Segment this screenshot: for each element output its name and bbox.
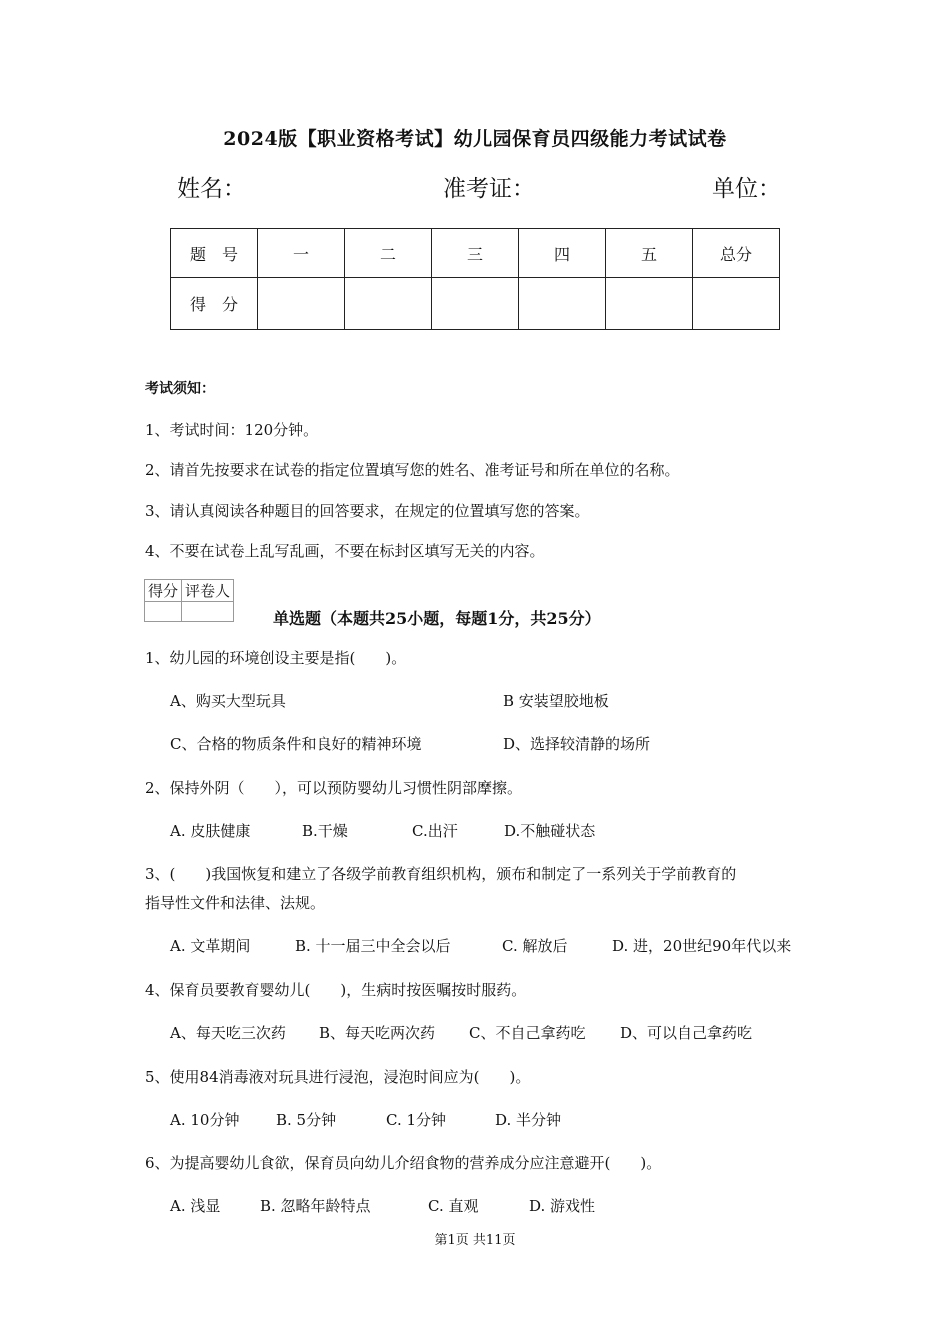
option-b[interactable]: B. 十一届三中全会以后 bbox=[295, 937, 451, 955]
score-row-label: 得 分 bbox=[171, 278, 258, 330]
option-c[interactable]: C. 解放后 bbox=[502, 937, 568, 955]
option-d[interactable]: D. 半分钟 bbox=[495, 1111, 562, 1129]
option-a[interactable]: A. 皮肤健康 bbox=[170, 822, 251, 840]
page-title: 2024版【职业资格考试】幼儿园保育员四级能力考试试卷 bbox=[223, 128, 727, 150]
option-b[interactable]: B. 5分钟 bbox=[276, 1111, 337, 1129]
option-a[interactable]: A. 浅显 bbox=[170, 1197, 221, 1215]
option-a[interactable]: A. 10分钟 bbox=[170, 1111, 240, 1129]
option-b[interactable]: B 安装望胶地板 bbox=[503, 692, 609, 710]
score-table-score-row bbox=[171, 278, 780, 330]
score-cell[interactable] bbox=[606, 278, 693, 330]
option-a[interactable]: A、每天吃三次药 bbox=[170, 1024, 286, 1042]
grader-reviewer-label: 评卷人 bbox=[182, 580, 234, 602]
score-cell[interactable] bbox=[258, 278, 345, 330]
option-a[interactable]: A、购买大型玩具 bbox=[170, 692, 286, 710]
grader-box bbox=[144, 579, 234, 622]
option-d[interactable]: D. 游戏性 bbox=[529, 1197, 596, 1215]
notice-item: 3、请认真阅读各种题目的回答要求，在规定的位置填写您的答案。 bbox=[145, 502, 590, 520]
section-title: 单选题（本题共25小题，每题1分，共25分） bbox=[273, 609, 601, 628]
score-header-cell: 总分 bbox=[693, 229, 780, 278]
grader-score-cell[interactable] bbox=[145, 602, 182, 622]
score-table-header-row bbox=[171, 229, 780, 278]
option-b[interactable]: B、每天吃两次药 bbox=[319, 1024, 436, 1042]
notice-heading: 考试须知： bbox=[145, 381, 215, 397]
score-header-cell: 一 bbox=[258, 229, 345, 278]
option-c[interactable]: C. 直观 bbox=[428, 1197, 479, 1215]
score-cell[interactable] bbox=[519, 278, 606, 330]
notice-item: 4、不要在试卷上乱写乱画，不要在标封区填写无关的内容。 bbox=[145, 542, 545, 560]
option-a[interactable]: A. 文革期间 bbox=[170, 937, 251, 955]
option-b[interactable]: B. 忽略年龄特点 bbox=[260, 1197, 371, 1215]
question-stem-continued: 指导性文件和法律、法规。 bbox=[145, 894, 326, 912]
score-header-cell: 三 bbox=[432, 229, 519, 278]
score-cell[interactable] bbox=[693, 278, 780, 330]
score-header-cell: 五 bbox=[606, 229, 693, 278]
ticket-field-label: 准考证： bbox=[443, 176, 535, 202]
option-c[interactable]: C、合格的物质条件和良好的精神环境 bbox=[170, 735, 422, 753]
question-stem: 5、使用84消毒液对玩具进行浸泡，浸泡时间应为( )。 bbox=[145, 1068, 531, 1086]
score-table bbox=[170, 228, 780, 330]
question-stem: 4、保育员要教育婴幼儿( )，生病时按医嘱按时服药。 bbox=[145, 981, 527, 999]
notice-item: 2、请首先按要求在试卷的指定位置填写您的姓名、准考证号和所在单位的名称。 bbox=[145, 461, 680, 479]
question-stem: 2、保持外阴（ ），可以预防婴幼儿习惯性阴部摩擦。 bbox=[145, 779, 523, 797]
question-stem: 6、为提高婴幼儿食欲，保育员向幼儿介绍食物的营养成分应注意避开( )。 bbox=[145, 1154, 662, 1172]
option-c[interactable]: C. 1分钟 bbox=[386, 1111, 447, 1129]
score-cell[interactable] bbox=[432, 278, 519, 330]
question-stem: 1、幼儿园的环境创设主要是指( )。 bbox=[145, 649, 407, 667]
grader-score-label: 得分 bbox=[145, 580, 182, 602]
score-header-cell: 题 号 bbox=[171, 229, 258, 278]
name-field-label: 姓名： bbox=[177, 176, 246, 202]
option-c[interactable]: C.出汗 bbox=[412, 822, 458, 840]
option-d[interactable]: D. 进，20世纪90年代以来 bbox=[612, 937, 792, 955]
option-d[interactable]: D.不触碰状态 bbox=[504, 822, 596, 840]
question-stem: 3、( )我国恢复和建立了各级学前教育组织机构，颁布和制定了一系列关于学前教育的 bbox=[145, 865, 737, 883]
score-header-cell: 四 bbox=[519, 229, 606, 278]
option-b[interactable]: B.干燥 bbox=[302, 822, 348, 840]
option-d[interactable]: D、选择较清静的场所 bbox=[503, 735, 651, 753]
score-cell[interactable] bbox=[345, 278, 432, 330]
option-d[interactable]: D、可以自己拿药吃 bbox=[620, 1024, 753, 1042]
notice-item: 1、考试时间：120分钟。 bbox=[145, 421, 319, 439]
grader-reviewer-cell[interactable] bbox=[182, 602, 234, 622]
page-number: 第1页 共11页 bbox=[434, 1233, 516, 1248]
option-c[interactable]: C、不自己拿药吃 bbox=[469, 1024, 586, 1042]
score-header-cell: 二 bbox=[345, 229, 432, 278]
unit-field-label: 单位： bbox=[712, 176, 781, 202]
